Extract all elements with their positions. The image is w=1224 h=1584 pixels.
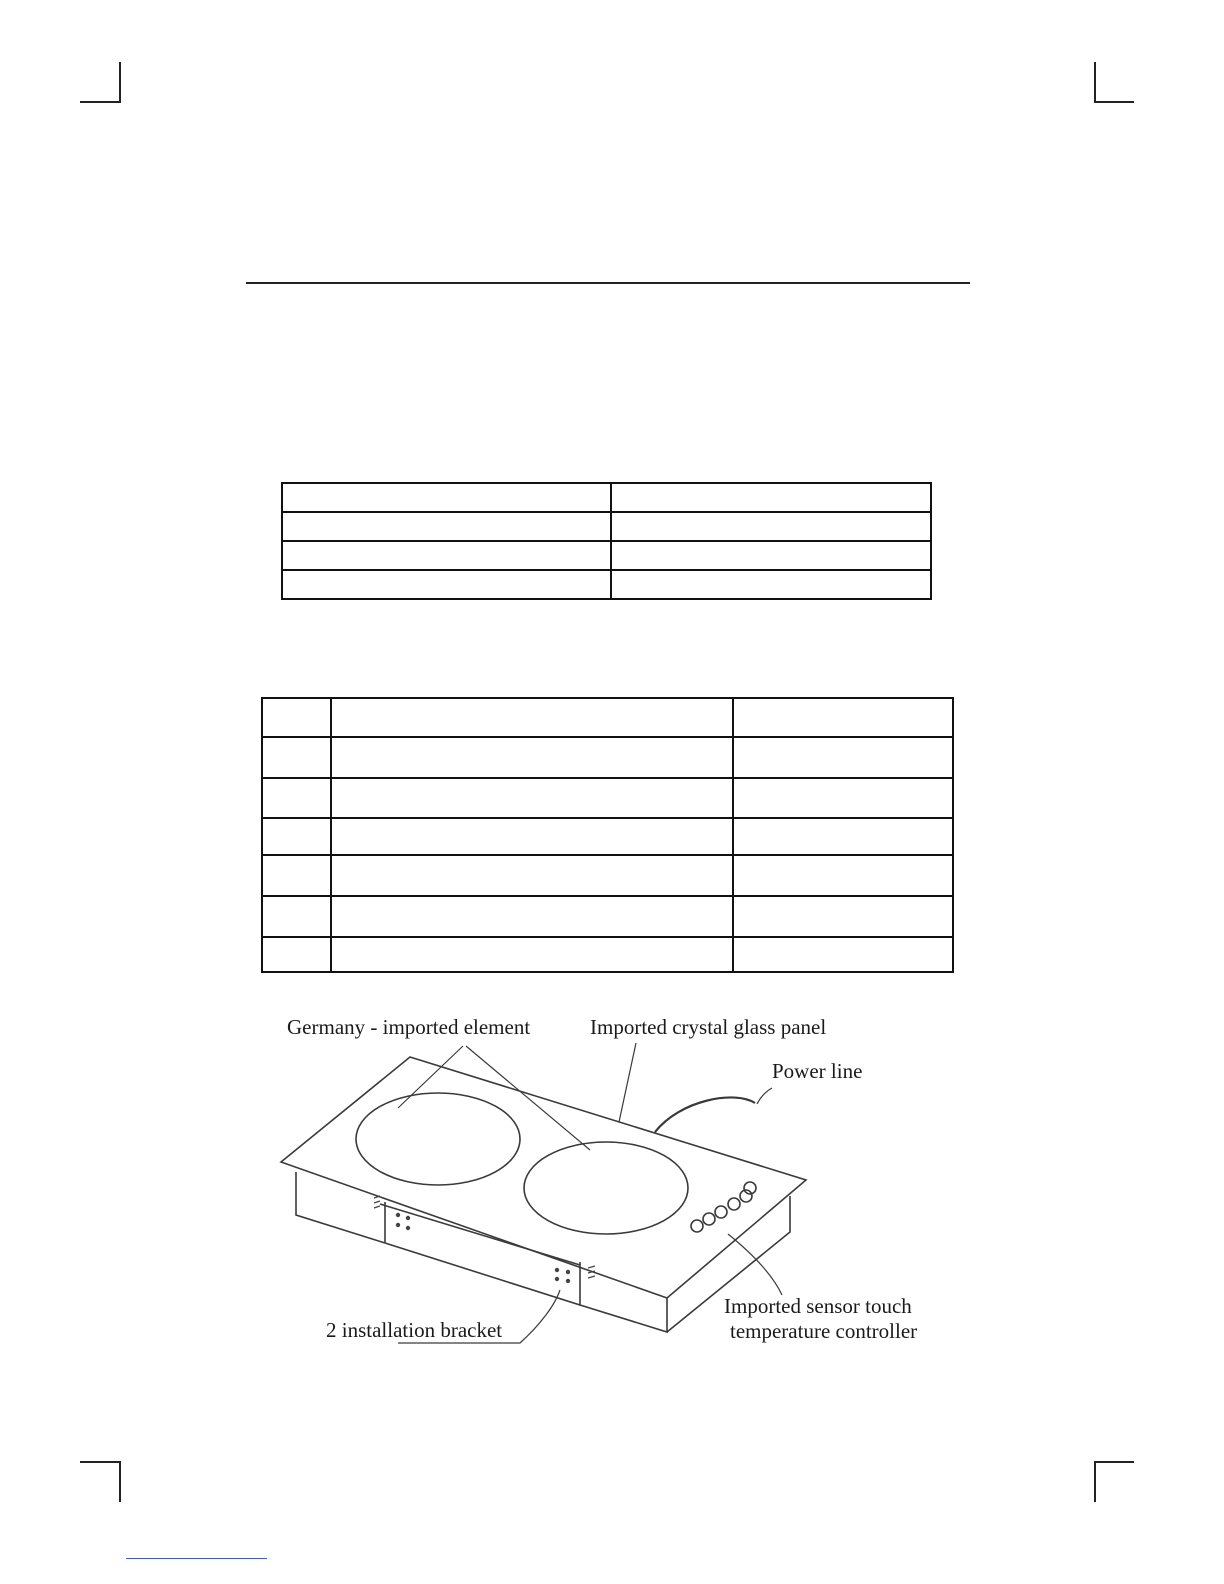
spec-table — [281, 482, 932, 600]
right-burner — [524, 1142, 688, 1234]
table-cell — [331, 698, 733, 737]
table-row — [262, 896, 953, 937]
label-germany-imported-element: Germany - imported element — [287, 1015, 531, 1039]
table-row — [262, 737, 953, 778]
label-power-line: Power line — [772, 1059, 863, 1083]
header-rule — [246, 282, 970, 284]
table-cell — [282, 570, 611, 599]
crop-mark-bottom-right-h — [1094, 1461, 1134, 1463]
leader-line-element-right — [466, 1046, 590, 1150]
table-cell — [282, 541, 611, 570]
power-cord — [655, 1097, 755, 1132]
table-row — [282, 541, 931, 570]
table-row — [262, 778, 953, 818]
cooktop-illustration — [270, 1005, 950, 1365]
label-sensor-touch-line1: Imported sensor touch — [724, 1294, 912, 1318]
table-cell — [611, 541, 931, 570]
footer-link-underline — [126, 1558, 267, 1559]
crop-mark-bottom-left-h — [80, 1461, 121, 1463]
table-row — [262, 937, 953, 972]
table-cell — [262, 698, 331, 737]
table-cell — [611, 512, 931, 541]
table-cell — [331, 896, 733, 937]
table-cell — [262, 737, 331, 778]
table-cell — [331, 737, 733, 778]
control-button — [691, 1220, 703, 1232]
table-cell — [733, 855, 953, 896]
table-cell — [282, 512, 611, 541]
table-cell — [262, 778, 331, 818]
table-cell — [331, 818, 733, 855]
table-cell — [262, 896, 331, 937]
table-cell — [262, 937, 331, 972]
table-cell — [331, 855, 733, 896]
crop-mark-top-left-h — [80, 101, 121, 103]
leader-line-element-left — [398, 1046, 463, 1108]
table-cell — [611, 483, 931, 512]
table-row — [262, 818, 953, 855]
table-row — [262, 698, 953, 737]
glass-panel-outline — [281, 1057, 806, 1298]
left-burner — [356, 1093, 520, 1185]
leader-line-power — [757, 1088, 772, 1104]
table-cell — [733, 737, 953, 778]
leader-line-sensor — [728, 1234, 782, 1295]
control-button — [703, 1213, 715, 1225]
crop-mark-bottom-left-v — [119, 1461, 121, 1502]
crop-mark-top-right-v — [1094, 62, 1096, 103]
table-row — [282, 483, 931, 512]
table-cell — [733, 896, 953, 937]
label-installation-bracket: 2 installation bracket — [326, 1318, 503, 1342]
crop-mark-top-left-v — [119, 62, 121, 103]
crop-mark-bottom-right-v — [1094, 1461, 1096, 1502]
leader-line-panel — [619, 1043, 636, 1122]
table-row — [262, 855, 953, 896]
table-cell — [262, 855, 331, 896]
crop-mark-top-right-h — [1094, 101, 1134, 103]
label-crystal-glass-panel: Imported crystal glass panel — [590, 1015, 827, 1039]
parts-table — [261, 697, 954, 973]
table-cell — [282, 483, 611, 512]
table-cell — [611, 570, 931, 599]
table-cell — [733, 778, 953, 818]
control-button — [715, 1206, 727, 1218]
table-row — [282, 512, 931, 541]
table-cell — [733, 818, 953, 855]
table-cell — [331, 778, 733, 818]
table-cell — [733, 937, 953, 972]
bracket-strip — [380, 1204, 580, 1265]
table-row — [282, 570, 931, 599]
control-button — [728, 1198, 740, 1210]
table-cell — [262, 818, 331, 855]
table-cell — [331, 937, 733, 972]
label-sensor-touch-line2: temperature controller — [730, 1319, 918, 1343]
housing-front — [385, 1202, 667, 1332]
table-cell — [733, 698, 953, 737]
